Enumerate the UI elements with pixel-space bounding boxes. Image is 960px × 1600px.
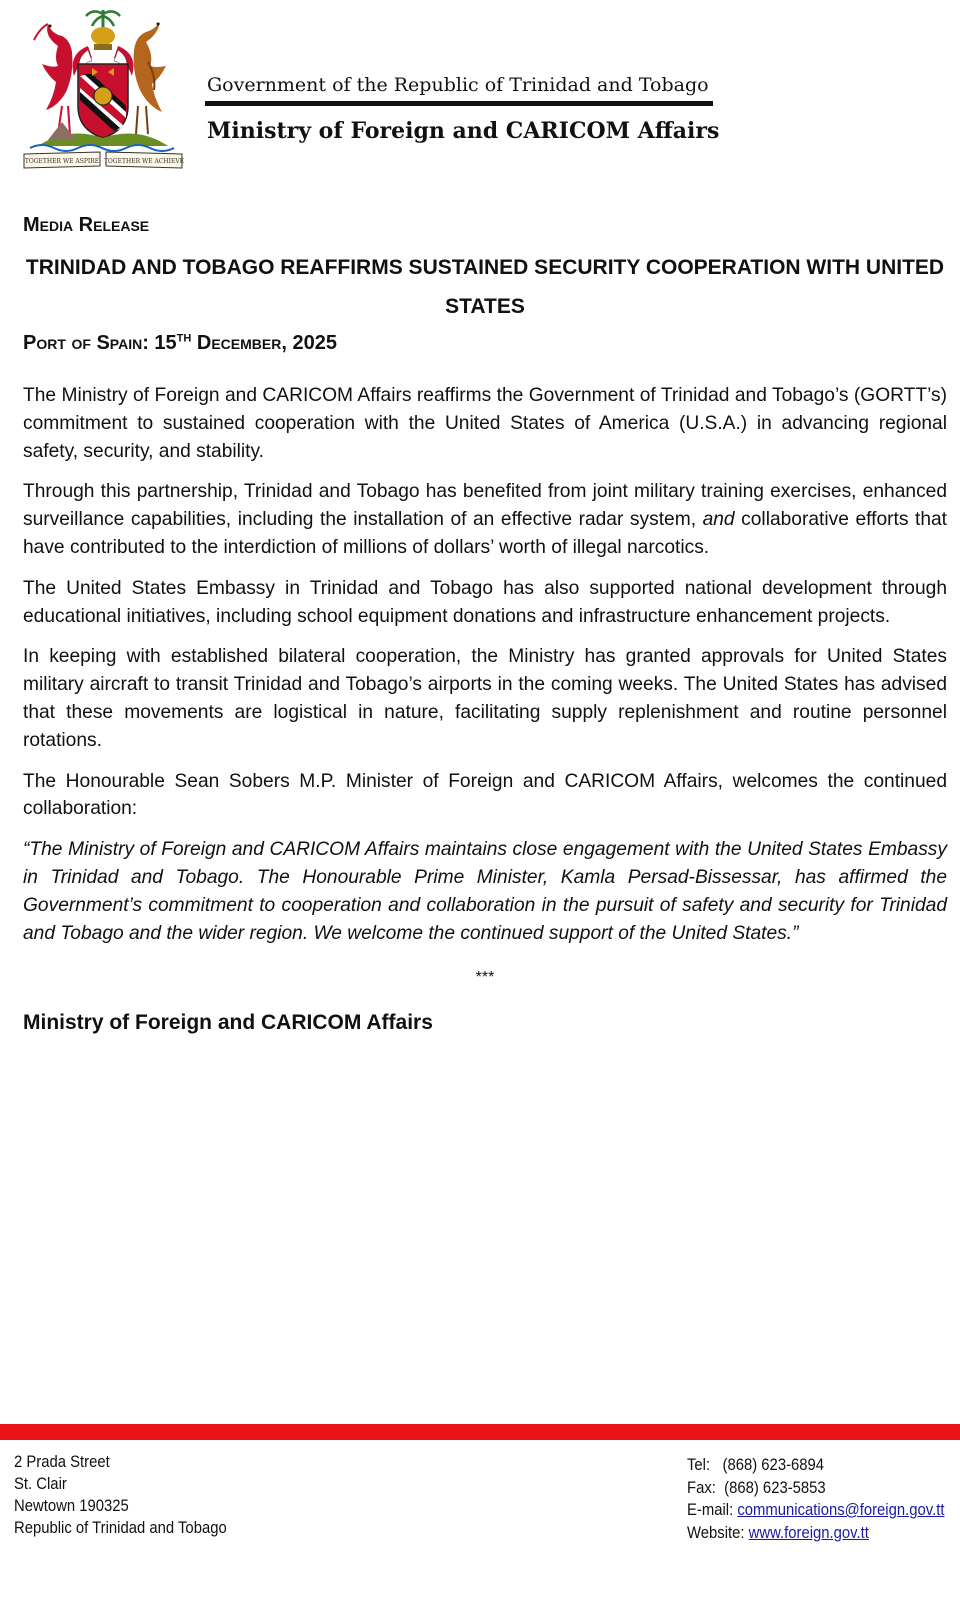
website-row xyxy=(687,1522,944,1545)
body-paragraph-5: The Honourable Sean Sobers M.P. Minister of Foreign and CARICOM Affairs, welcomes the continued collaboration: xyxy=(23,770,947,820)
address-line: 2 Prada Street xyxy=(14,1453,110,1471)
body-paragraph-3: The United States Embassy in Trinidad and Tobago has also supported national development through educational initiatives, including school equipment donations and infrastructure enhancement projects. xyxy=(23,577,947,627)
fax-number: (868) 623-5853 xyxy=(724,1478,826,1497)
dateline xyxy=(23,332,947,362)
address-line: Republic of Trinidad and Tobago xyxy=(14,1519,227,1537)
paragraph-2-text-b: collaborative efforts that have contributed to the interdiction of millions of dollars’ worth of illegal narcotics. xyxy=(23,509,947,558)
header-divider xyxy=(205,101,713,106)
section-separator: *** xyxy=(475,969,495,987)
email-row xyxy=(687,1499,944,1522)
address-line: Newtown 190325 xyxy=(14,1497,129,1515)
body-paragraph-1: The Ministry of Foreign and CARICOM Affairs reaffirms the Government of Trinidad and Tobago’s (GORTT’s) commitment to sustained cooperation with the United States of America (U.S.A.) in advancing regional safety, security, and stability. xyxy=(23,385,947,462)
letterhead xyxy=(0,0,960,190)
dateline-ordinal: TH xyxy=(176,332,192,345)
minister-quote: “The Ministry of Foreign and CARICOM Affairs maintains close engagement with the United States Embassy in Trinidad and Tobago. The Honourable Prime Minister, Kamla Persad-Bissessar, has affirmed the Government’s commitment to cooperation and collaboration in the pursuit of safety and security for Trinidad and Tobago and the wider region. We welcome the continued support of the United States.” xyxy=(23,839,947,944)
release-headline: TRINIDAD AND TOBAGO REAFFIRMS SUSTAINED SECURITY COOPERATION WITH UNITED STATES xyxy=(25,256,945,318)
footer-red-bar xyxy=(0,1424,960,1440)
release-content xyxy=(23,214,947,1035)
body-paragraph-4: In keeping with established bilateral cooperation, the Ministry has granted approvals for United States military aircraft to transit Trinidad and Tobago’s airports in the coming weeks. The United States has advised that these movements are logistical in nature, facilitating supply replenishment and routine personnel rotations. xyxy=(23,646,947,751)
coat-of-arms-crest xyxy=(18,6,188,170)
dateline-place-day: Port of Spain: 15 xyxy=(23,332,177,354)
website-link[interactable]: www.foreign.gov.tt xyxy=(748,1523,869,1542)
footer-contact xyxy=(687,1454,944,1544)
paragraph-2-text-a: Through this partnership, Trinidad and Tobago has benefited from joint military training exercises, enhanced surveillance capabilities, including the installation of an effective radar system, xyxy=(23,481,947,531)
address-line: St. Clair xyxy=(14,1475,67,1493)
email-label: E-mail: xyxy=(687,1501,734,1519)
svg-text:TOGETHER WE ACHIEVE: TOGETHER WE ACHIEVE xyxy=(103,158,185,165)
media-release-label: Media Release xyxy=(23,214,150,236)
tel-row xyxy=(687,1454,944,1477)
paragraph-2-italic: and xyxy=(702,509,735,531)
dateline-month-year: December, 2025 xyxy=(191,332,337,354)
tel-label: Tel: xyxy=(687,1456,711,1474)
svg-text:TOGETHER WE ASPIRE: TOGETHER WE ASPIRE xyxy=(24,158,100,165)
footer-address xyxy=(14,1451,227,1539)
signoff: Ministry of Foreign and CARICOM Affairs xyxy=(23,1011,433,1035)
fax-label: Fax: xyxy=(687,1478,716,1497)
ministry-name: Ministry of Foreign and CARICOM Affairs xyxy=(207,118,720,144)
email-link[interactable]: communications@foreign.gov.tt xyxy=(737,1501,945,1519)
body-paragraph-2 xyxy=(23,478,947,561)
government-name: Government of the Republic of Trinidad and Tobago xyxy=(207,74,709,96)
website-label: Website: xyxy=(687,1523,745,1542)
tel-number: (868) 623-6894 xyxy=(722,1456,825,1474)
fax-row xyxy=(687,1477,944,1500)
